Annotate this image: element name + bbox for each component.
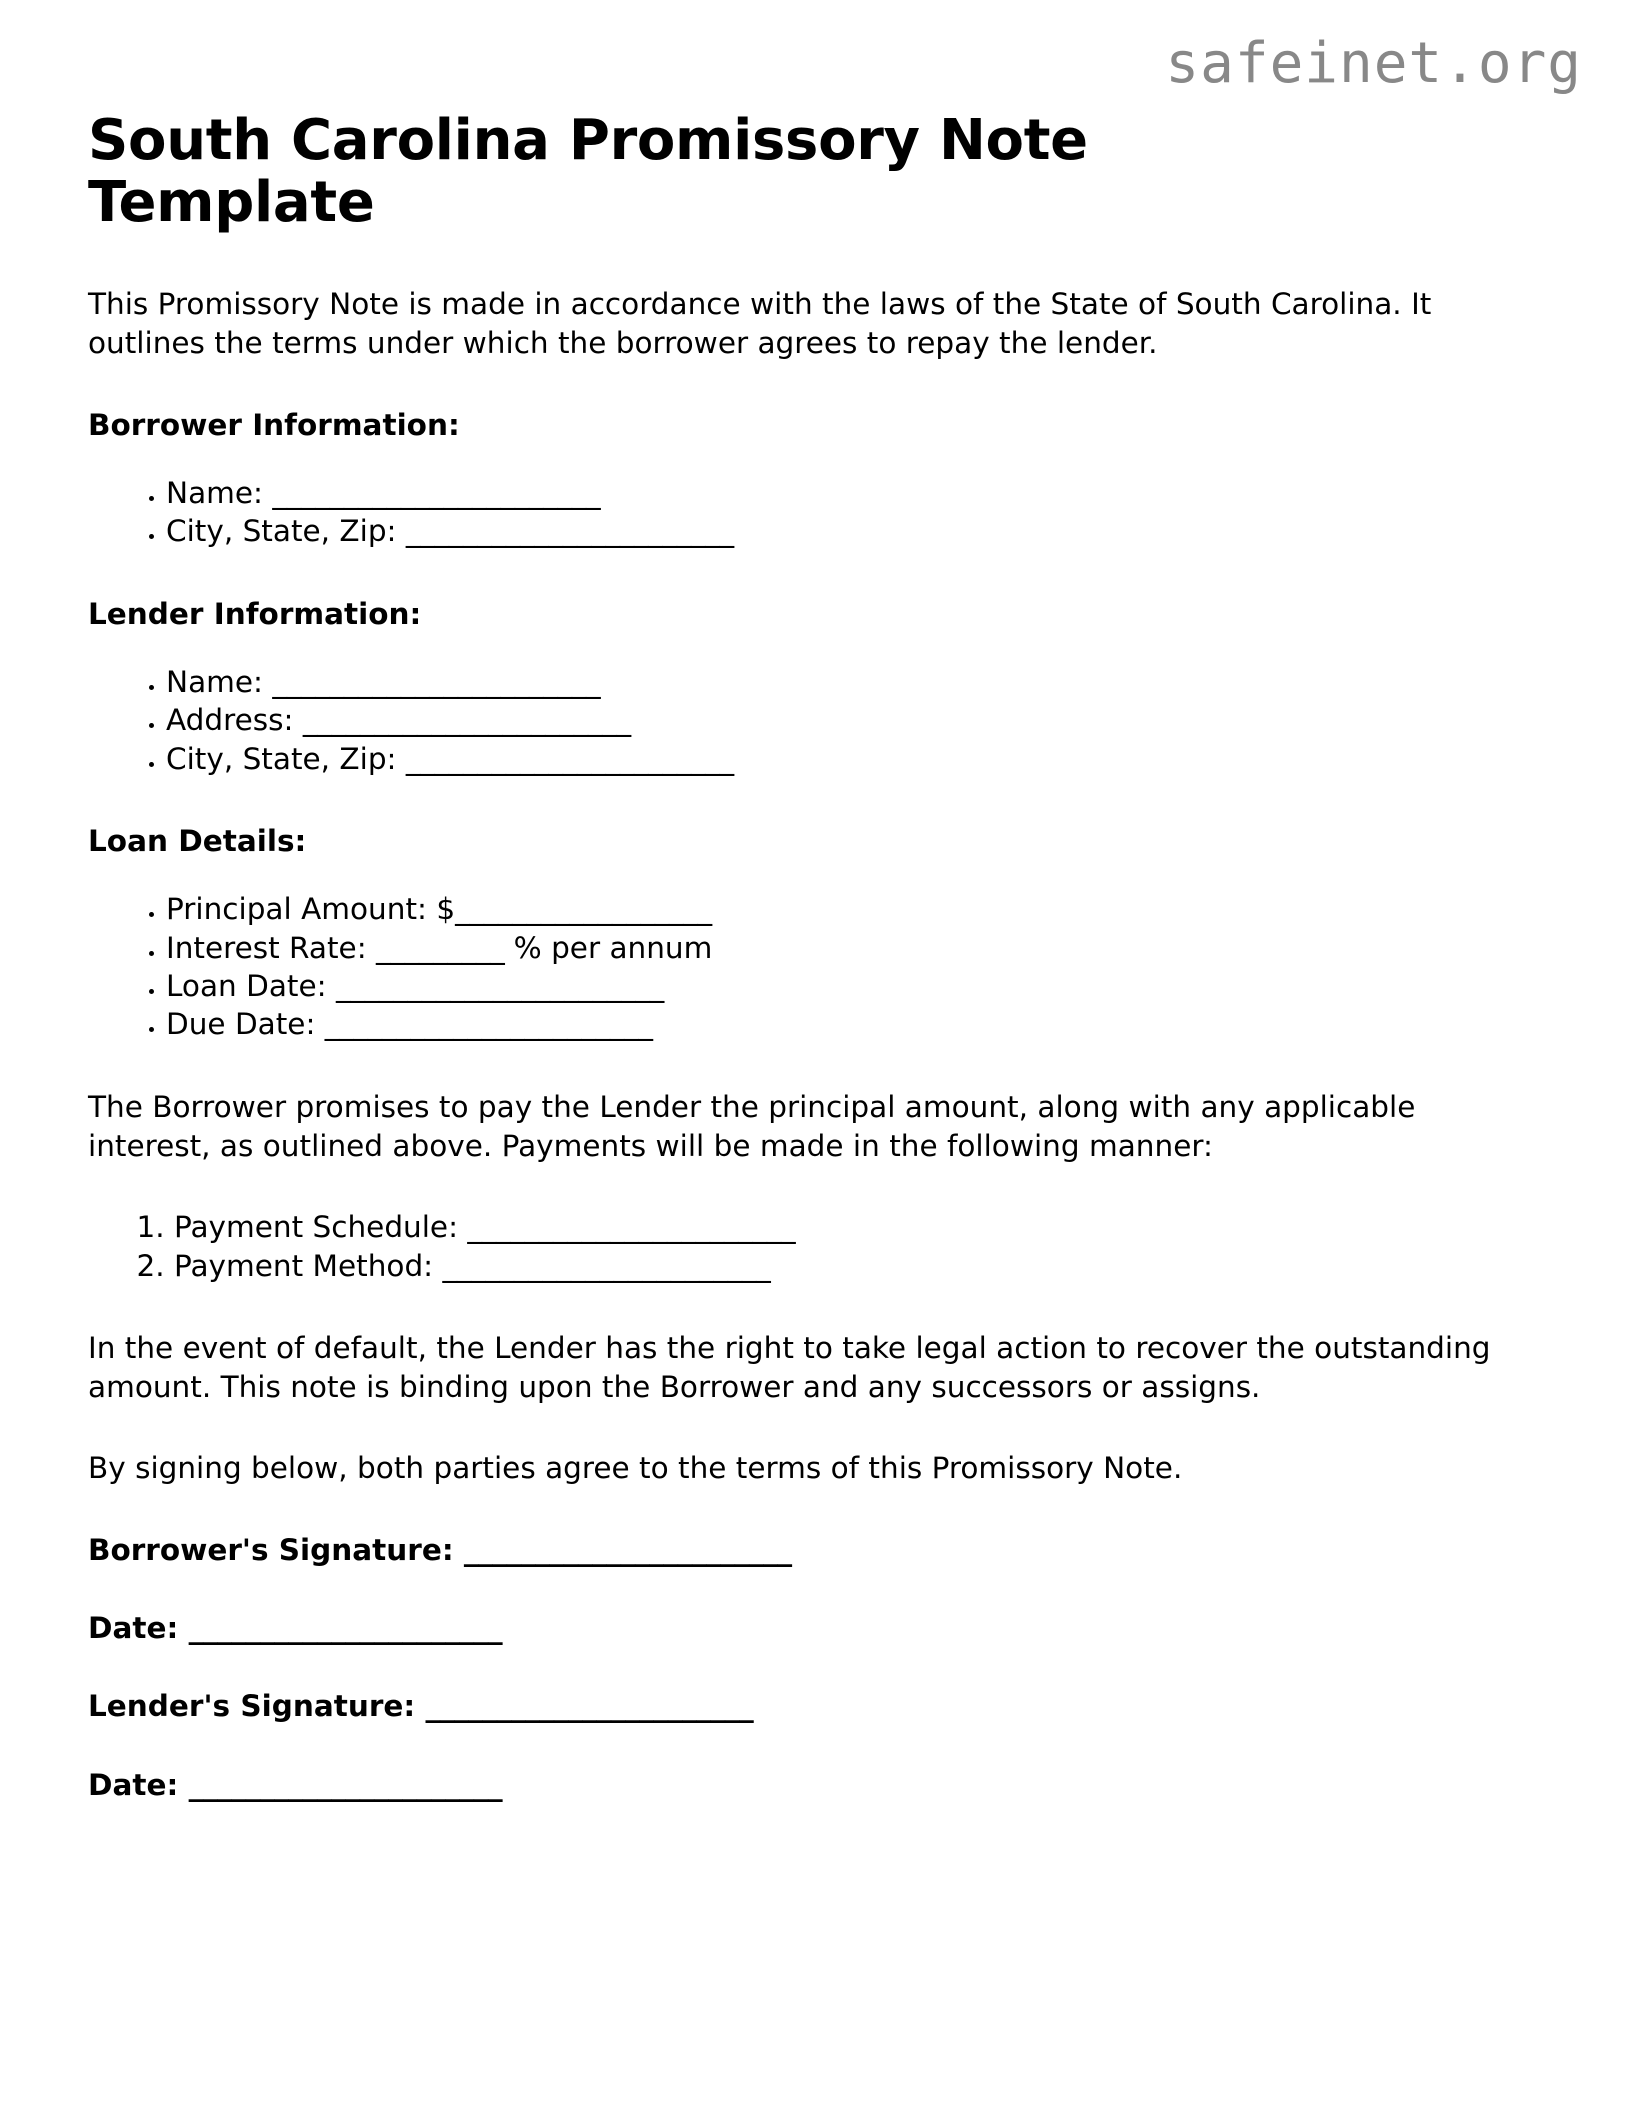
borrower-date-line	[88, 1609, 1528, 1647]
list-item	[166, 967, 1528, 1005]
field-label: Name:	[166, 476, 263, 510]
loan-details-heading: Loan Details:	[88, 824, 307, 859]
loan-fields-list	[88, 890, 1528, 1043]
payment-paragraph: The Borrower promises to pay the Lender the principal amount, along with any applicable interest, as outlined above. Payments will be made in the following manner:	[88, 1089, 1416, 1164]
field-label: Name:	[166, 665, 263, 700]
signature-label: Date:	[88, 1610, 179, 1645]
lender-fields-list	[88, 663, 1528, 778]
list-item	[166, 890, 1528, 928]
list-item	[166, 929, 1528, 967]
field-blank[interactable]: _______________________	[335, 969, 664, 1004]
signature-label: Date:	[88, 1767, 179, 1802]
signature-blank[interactable]: _______________________	[425, 1689, 754, 1724]
default-paragraph: In the event of default, the Lender has the right to take legal action to recover the outstanding amount. This note is binding upon the Borrower and any successors or assigns.	[88, 1330, 1491, 1405]
list-item	[166, 512, 1528, 550]
field-blank[interactable]: __________________	[455, 892, 712, 927]
list-item	[166, 1005, 1528, 1043]
field-label: Address:	[166, 703, 294, 738]
document-content	[88, 110, 1528, 1844]
field-blank[interactable]: _______________________	[302, 703, 631, 738]
borrower-information-heading: Borrower Information:	[88, 407, 460, 442]
field-label: Interest Rate:	[166, 930, 367, 965]
field-label: City, State, Zip:	[166, 741, 397, 776]
field-blank[interactable]: _______________________	[405, 514, 734, 549]
list-item	[166, 474, 1528, 512]
field-blank[interactable]: _______________________	[405, 741, 734, 776]
intro-paragraph: This Promissory Note is made in accordance with the laws of the State of South Carolina. It outlines the terms under which the borrower agrees to repay the lender.	[88, 287, 1432, 361]
field-label: Principal Amount: $	[166, 892, 456, 927]
field-suffix: % per annum	[513, 930, 713, 965]
field-blank[interactable]: _______________________	[442, 1248, 771, 1283]
field-label: Payment Method:	[174, 1248, 434, 1283]
payment-items-list	[88, 1208, 1528, 1285]
signature-blank[interactable]: ______________________	[188, 1610, 503, 1645]
page-title: South Carolina Promissory Note Template	[88, 108, 1088, 235]
field-blank[interactable]: _______________________	[324, 1007, 653, 1042]
signature-blank[interactable]: ______________________	[188, 1767, 503, 1802]
site-watermark: safeinet.org	[1165, 31, 1582, 96]
field-label: Loan Date:	[166, 969, 327, 1004]
field-label: Payment Schedule:	[174, 1210, 459, 1245]
field-label: Due Date:	[166, 1007, 316, 1042]
signature-label: Borrower's Signature:	[88, 1532, 454, 1567]
field-blank[interactable]: _______________________	[272, 665, 601, 700]
list-item	[174, 1208, 1528, 1246]
field-blank[interactable]: _______________________	[467, 1210, 796, 1245]
borrower-signature-line	[88, 1531, 1528, 1569]
signing-paragraph: By signing below, both parties agree to the terms of this Promissory Note.	[88, 1451, 1183, 1486]
field-blank[interactable]: _______________________	[272, 476, 601, 510]
field-label: City, State, Zip:	[166, 514, 397, 549]
signature-label: Lender's Signature:	[88, 1689, 416, 1724]
list-item	[174, 1247, 1528, 1285]
field-blank[interactable]: _________	[376, 930, 505, 965]
lender-date-line	[88, 1766, 1528, 1804]
list-item	[166, 663, 1528, 701]
lender-signature-line	[88, 1687, 1528, 1725]
signature-blank[interactable]: _______________________	[463, 1532, 792, 1567]
borrower-fields-list	[88, 474, 1528, 551]
list-item	[166, 740, 1528, 778]
list-item	[166, 701, 1528, 739]
lender-information-heading: Lender Information:	[88, 596, 422, 631]
signature-block	[88, 1531, 1528, 1804]
